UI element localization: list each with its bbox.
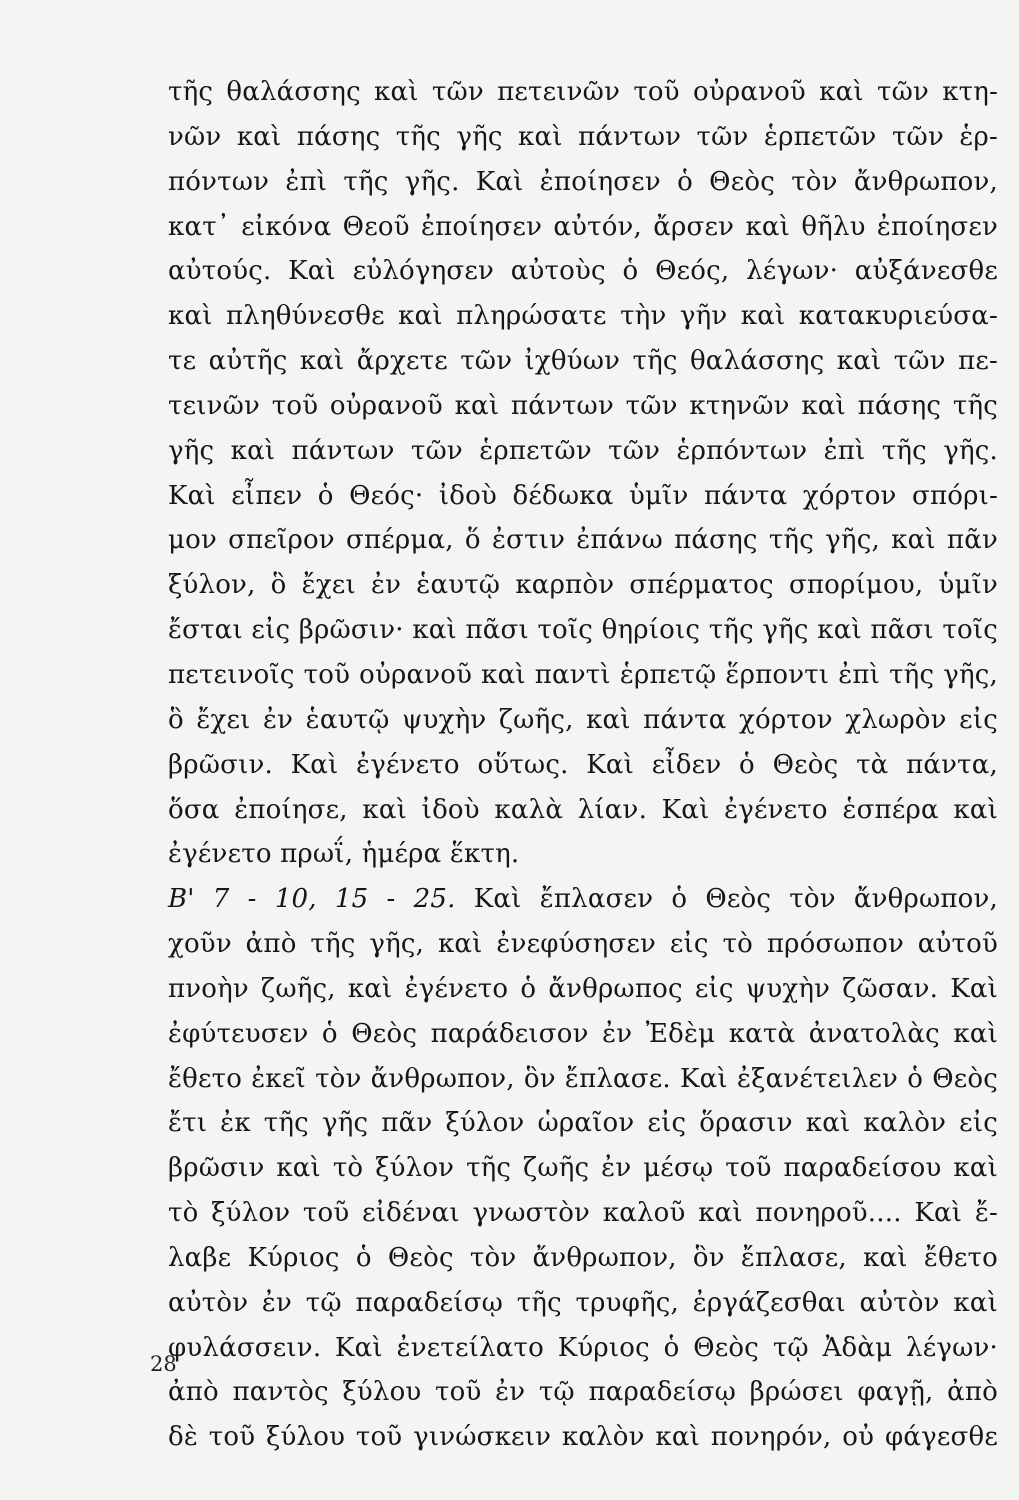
text-line: γῆς καὶ πάντων τῶν ἑρπετῶν τῶν ἑρπόντων ἐπὶ τῆς γῆς. (168, 435, 998, 466)
text-line: δὲ τοῦ ξύλου τοῦ γινώσκειν καλὸν καὶ πονηρόν, οὐ φάγεσθε (168, 1422, 998, 1453)
text-line: βρῶσιν. Καὶ ἐγένετο οὕτως. Καὶ εἶδεν ὁ Θεὸς τὰ πάντα, (168, 749, 998, 780)
text-line: ἔθετο ἐκεῖ τὸν ἄνθρωπον, ὃν ἔπλασε. Καὶ ἐξανέτειλεν ὁ Θεὸς (168, 1063, 998, 1094)
text-line: φυλάσσειν. Καὶ ἐνετείλατο Κύριος ὁ Θεὸς τῷ Ἀδὰμ λέγων· (168, 1332, 998, 1363)
text-line: Καὶ εἶπεν ὁ Θεός· ἰδοὺ δέδωκα ὑμῖν πάντα χόρτον σπόρι- (168, 480, 998, 511)
text-line: ἐγένετο πρωΐ, ἡμέρα ἕκτη. (168, 839, 520, 870)
page-number: 28 (150, 1352, 177, 1376)
text-line: τε αὐτῆς καὶ ἄρχετε τῶν ἰχθύων τῆς θαλάσσης καὶ τῶν πε- (168, 346, 998, 377)
text-line: πνοὴν ζωῆς, καὶ ἐγένετο ὁ ἄνθρωπος εἰς ψυχὴν ζῶσαν. Καὶ (168, 973, 998, 1004)
text-line: μον σπεῖρον σπέρμα, ὅ ἐστιν ἐπάνω πάσης τῆς γῆς, καὶ πᾶν (168, 525, 998, 556)
text-line: ξύλον, ὃ ἔχει ἐν ἑαυτῷ καρπὸν σπέρματος σπορίμου, ὑμῖν (168, 570, 998, 601)
text-line: λαβε Κύριος ὁ Θεὸς τὸν ἄνθρωπον, ὃν ἔπλασε, καὶ ἔθετο (168, 1242, 998, 1273)
passage-reference: Β' 7 - 10, 15 - 25. (168, 884, 456, 915)
text-line: ἔσται εἰς βρῶσιν· καὶ πᾶσι τοῖς θηρίοις τῆς γῆς καὶ πᾶσι τοῖς (168, 615, 998, 646)
text-line: χοῦν ἀπὸ τῆς γῆς, καὶ ἐνεφύσησεν εἰς τὸ πρόσωπον αὐτοῦ (168, 929, 998, 960)
text-line: τῆς θαλάσσης καὶ τῶν πετεινῶν τοῦ οὐρανοῦ καὶ τῶν κτη- (168, 77, 998, 107)
text-line: ἀπὸ παντὸς ξύλου τοῦ ἐν τῷ παραδείσῳ βρώσει φαγῇ, ἀπὸ (168, 1377, 998, 1408)
text-line: τὸ ξύλον τοῦ εἰδέναι γνωστὸν καλοῦ καὶ πονηροῦ.... Καὶ ἔ- (168, 1198, 998, 1229)
text-line: αὐτὸν ἐν τῷ παραδείσῳ τῆς τρυφῆς, ἐργάζεσθαι αὐτὸν καὶ (168, 1287, 998, 1318)
text-line: καὶ πληθύνεσθε καὶ πληρώσατε τὴν γῆν καὶ κατακυριεύσα- (168, 301, 998, 332)
text-line: ἔτι ἐκ τῆς γῆς πᾶν ξύλον ὡραῖον εἰς ὅρασιν καὶ καλὸν εἰς (168, 1108, 998, 1139)
text-line: τεινῶν τοῦ οὐρανοῦ καὶ πάντων τῶν κτηνῶν καὶ πάσης τῆς (168, 390, 998, 421)
text-segment: Καὶ ἔπλασεν ὁ Θεὸς τὸν ἄνθρωπον, (473, 884, 998, 915)
text-line: πετεινοῖς τοῦ οὐρανοῦ καὶ παντὶ ἑρπετῷ ἕρποντι ἐπὶ τῆς γῆς, (168, 659, 998, 690)
text-line: ἐφύτευσεν ὁ Θεὸς παράδεισον ἐν Ἐδὲμ κατὰ ἀνατολὰς καὶ (168, 1018, 998, 1049)
text-line: βρῶσιν καὶ τὸ ξύλον τῆς ζωῆς ἐν μέσῳ τοῦ παραδείσου καὶ (168, 1153, 998, 1184)
text-line: νῶν καὶ πάσης τῆς γῆς καὶ πάντων τῶν ἑρπετῶν τῶν ἑρ- (168, 121, 998, 152)
passage-reference-line (168, 877, 998, 922)
text-line: κατ᾽ εἰκόνα Θεοῦ ἐποίησεν αὐτόν, ἄρσεν καὶ θῆλυ ἐποίησεν (168, 211, 998, 242)
text-line: ὅσα ἐποίησε, καὶ ἰδοὺ καλὰ λίαν. Καὶ ἐγένετο ἑσπέρα καὶ (168, 794, 998, 825)
body-text (168, 70, 998, 1460)
text-line: πόντων ἐπὶ τῆς γῆς. Καὶ ἐποίησεν ὁ Θεὸς τὸν ἄνθρωπον, (168, 166, 998, 197)
text-line: αὐτούς. Καὶ εὐλόγησεν αὐτοὺς ὁ Θεός, λέγων· αὐξάνεσθε (168, 256, 998, 287)
text-line: ὃ ἔχει ἐν ἑαυτῷ ψυχὴν ζωῆς, καὶ πάντα χόρτον χλωρὸν εἰς (168, 704, 998, 735)
